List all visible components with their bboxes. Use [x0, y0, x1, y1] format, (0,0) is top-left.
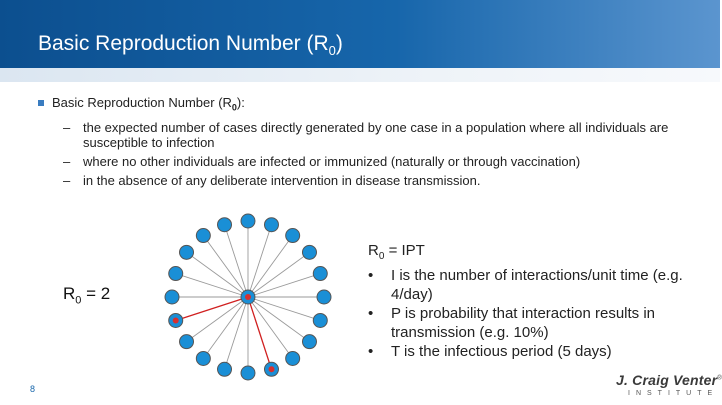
logo-text: J. Craig Venter® — [616, 372, 722, 388]
contact-link — [203, 297, 248, 358]
bullet-dot-icon: • — [368, 343, 374, 360]
jcvi-logo — [616, 372, 722, 400]
r0-label: $R_0 = 2$ — [63, 284, 111, 307]
contact-link — [248, 236, 293, 297]
susceptible-node — [264, 218, 278, 232]
bullet-list — [36, 95, 686, 188]
contact-link — [187, 252, 248, 297]
susceptible-node — [169, 267, 183, 281]
bullet-dot-icon: • — [368, 305, 374, 322]
susceptible-node — [302, 245, 316, 259]
infected-marker — [245, 294, 251, 300]
contact-link — [225, 225, 248, 297]
susceptible-node — [180, 245, 194, 259]
contact-link — [248, 297, 293, 358]
formula-heading: $R_0$ = IPT — [368, 242, 425, 262]
susceptible-node — [302, 335, 316, 349]
transmission-link — [248, 297, 271, 369]
susceptible-node — [317, 290, 331, 304]
susceptible-node — [165, 290, 179, 304]
sub-bullet-2: – where no other individuals are infected or immunized (naturally or through vaccination) — [63, 153, 581, 169]
susceptible-node — [313, 267, 327, 281]
bullet-main: Basic Reproduction Number $(R_0)$: — [36, 95, 686, 116]
contact-link — [248, 225, 271, 297]
infected-marker — [268, 366, 274, 372]
contact-link — [248, 274, 320, 297]
bullet-dot-icon: • — [368, 267, 374, 284]
infected-marker — [173, 317, 179, 323]
susceptible-node — [218, 362, 232, 376]
susceptible-node — [196, 229, 210, 243]
susceptible-node — [218, 218, 232, 232]
susceptible-node — [241, 366, 255, 380]
susceptible-node — [196, 351, 210, 365]
susceptible-node — [313, 313, 327, 327]
title-band — [0, 68, 720, 82]
contact-link — [225, 297, 248, 369]
contact-link — [187, 297, 248, 342]
slide-title: Basic Reproduction Number $(R_0)$ — [38, 32, 343, 59]
contact-link — [176, 274, 248, 297]
susceptible-node — [180, 335, 194, 349]
bullet-square-icon — [38, 100, 44, 106]
formula-item-1: • I is the number of interactions/unit time (e.g. 4/day) — [368, 267, 683, 303]
susceptible-node — [286, 229, 300, 243]
formula-block — [368, 241, 698, 361]
dash-icon: – — [63, 172, 71, 188]
transmission-network-diagram — [160, 205, 340, 385]
contact-link — [248, 297, 320, 320]
transmission-link — [176, 297, 248, 320]
sub-bullet-1: – the expected number of cases directly generated by one case in a population where all individuals are susceptible to infection — [63, 119, 669, 150]
page-number: 8 — [30, 384, 36, 394]
formula-item-2: • P is probability that interaction results in transmission (e.g. 10%) — [368, 305, 656, 341]
formula-item-3: • T is the infectious period (5 days) — [368, 343, 612, 360]
susceptible-node — [241, 214, 255, 228]
contact-link — [248, 297, 309, 342]
susceptible-node — [286, 351, 300, 365]
contact-link — [203, 236, 248, 297]
logo-subtext: INSTITUTE — [628, 390, 719, 397]
contact-link — [248, 252, 309, 297]
dash-icon: – — [63, 153, 71, 169]
sub-bullet-3: – in the absence of any deliberate intervention in disease transmission. — [63, 172, 481, 188]
dash-icon: – — [63, 119, 71, 135]
